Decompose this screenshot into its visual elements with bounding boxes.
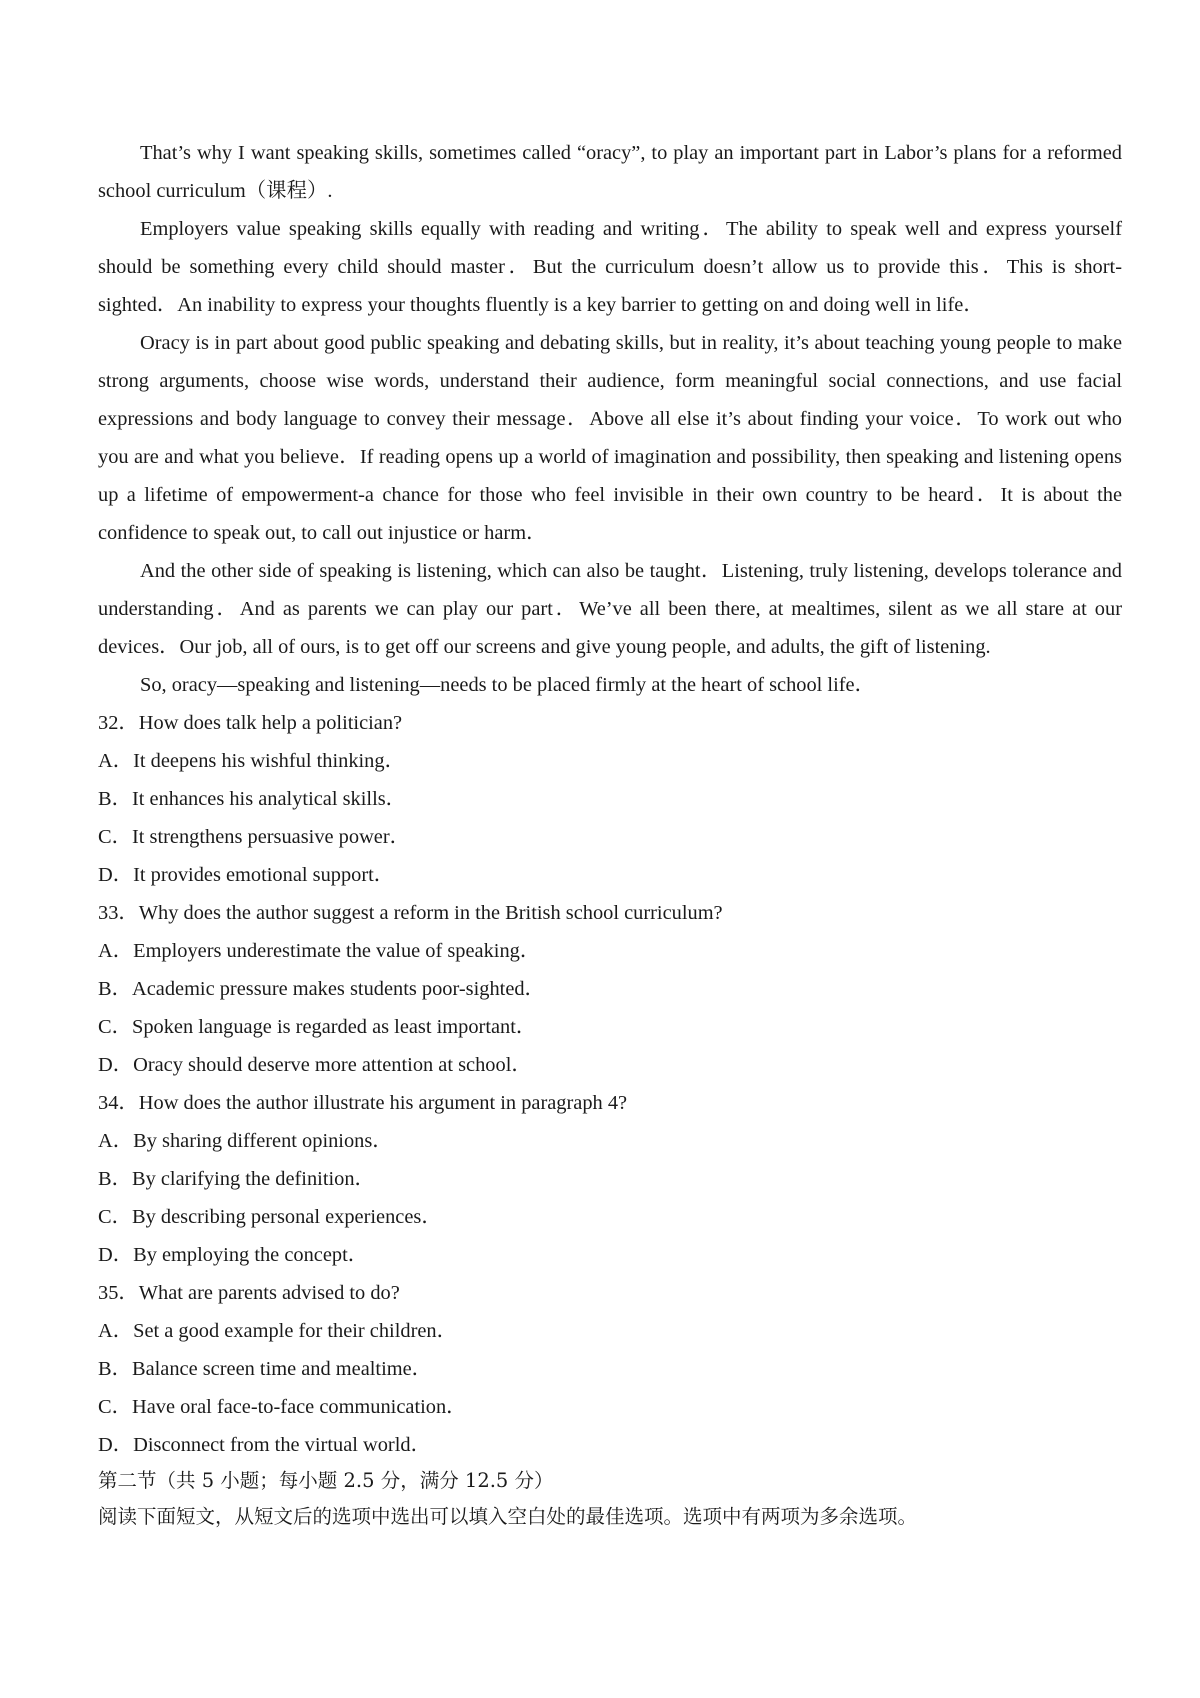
option-c: C．By describing personal experiences． [98, 1206, 442, 1228]
question-33 [98, 894, 1122, 1084]
section-instruction: 阅读下面短文，从短文后的选项中选出可以填入空白处的最佳选项。选项中有两项为多余选项。 [98, 1505, 918, 1528]
passage-paragraph-4: And the other side of speaking is listening, which can also be taught．Listening, truly listening, develops tolerance and understanding．And as parents we can play our part．We’ve all been there, at mealtimes, silent as we all stare at our devices．Our job, all of ours, is to get off our screens and give young people, and adults, the gift of listening. [98, 560, 1122, 658]
question-stem: 32．How does talk help a politician? [98, 712, 403, 734]
section-heading: 第二节（共 5 小题；每小题 2.5 分，满分 12.5 分） [98, 1469, 554, 1492]
passage-paragraph-1: That’s why I want speaking skills, sometimes called “oracy”, to play an important part in Labor’s plans for a reformed school curriculum（课程）. [98, 142, 1122, 202]
option-b: B．Academic pressure makes students poor-sighted． [98, 978, 545, 1000]
option-a: A．It deepens his wishful thinking． [98, 750, 405, 772]
question-stem: 34．How does the author illustrate his argument in paragraph 4? [98, 1092, 628, 1114]
question-stem: 35．What are parents advised to do? [98, 1282, 400, 1304]
option-d: D．Oracy should deserve more attention at school． [98, 1054, 532, 1076]
question-35 [98, 1274, 1122, 1464]
option-b: B．It enhances his analytical skills． [98, 788, 407, 810]
option-b: B．By clarifying the definition． [98, 1168, 375, 1190]
question-32 [98, 704, 1122, 894]
section-2 [98, 1464, 1122, 1536]
passage-paragraph-3: Oracy is in part about good public speaking and debating skills, but in reality, it’s about teaching young people to make strong arguments, choose wise words, understand their audience, form meaningful social connections, and use facial expressions and body language to convey their message．Above all else it’s about finding your voice．To work out who you are and what you believe．If reading opens up a world of imagination and possibility, then speaking and listening opens up a lifetime of empowerment-a chance for those who feel invisible in their own country to be heard．It is about the confidence to speak out, to call out injustice or harm． [98, 332, 1122, 544]
option-c: C．Spoken language is regarded as least important． [98, 1016, 537, 1038]
reading-passage [98, 134, 1122, 704]
option-d: D．By employing the concept． [98, 1244, 369, 1266]
option-c: C．Have oral face-to-face communication． [98, 1396, 467, 1418]
question-34 [98, 1084, 1122, 1274]
option-a: A．Employers underestimate the value of speaking． [98, 940, 541, 962]
option-a: A．Set a good example for their children． [98, 1320, 457, 1342]
option-b: B．Balance screen time and mealtime． [98, 1358, 433, 1380]
option-c: C．It strengthens persuasive power． [98, 826, 411, 848]
passage-paragraph-2: Employers value speaking skills equally with reading and writing．The ability to speak well and express yourself should be something every child should master．But the curriculum doesn’t allow us to provide this．This is short-sighted．An inability to express your thoughts fluently is a key barrier to getting on and doing well in life． [98, 218, 1122, 316]
passage-paragraph-5: So, oracy—speaking and listening—needs to be placed firmly at the heart of school life． [140, 674, 875, 696]
exam-page [98, 134, 1122, 1536]
option-d: D．It provides emotional support． [98, 864, 395, 886]
question-stem: 33．Why does the author suggest a reform in the British school curriculum? [98, 902, 723, 924]
option-d: D．Disconnect from the virtual world． [98, 1434, 431, 1456]
option-a: A．By sharing different opinions． [98, 1130, 393, 1152]
